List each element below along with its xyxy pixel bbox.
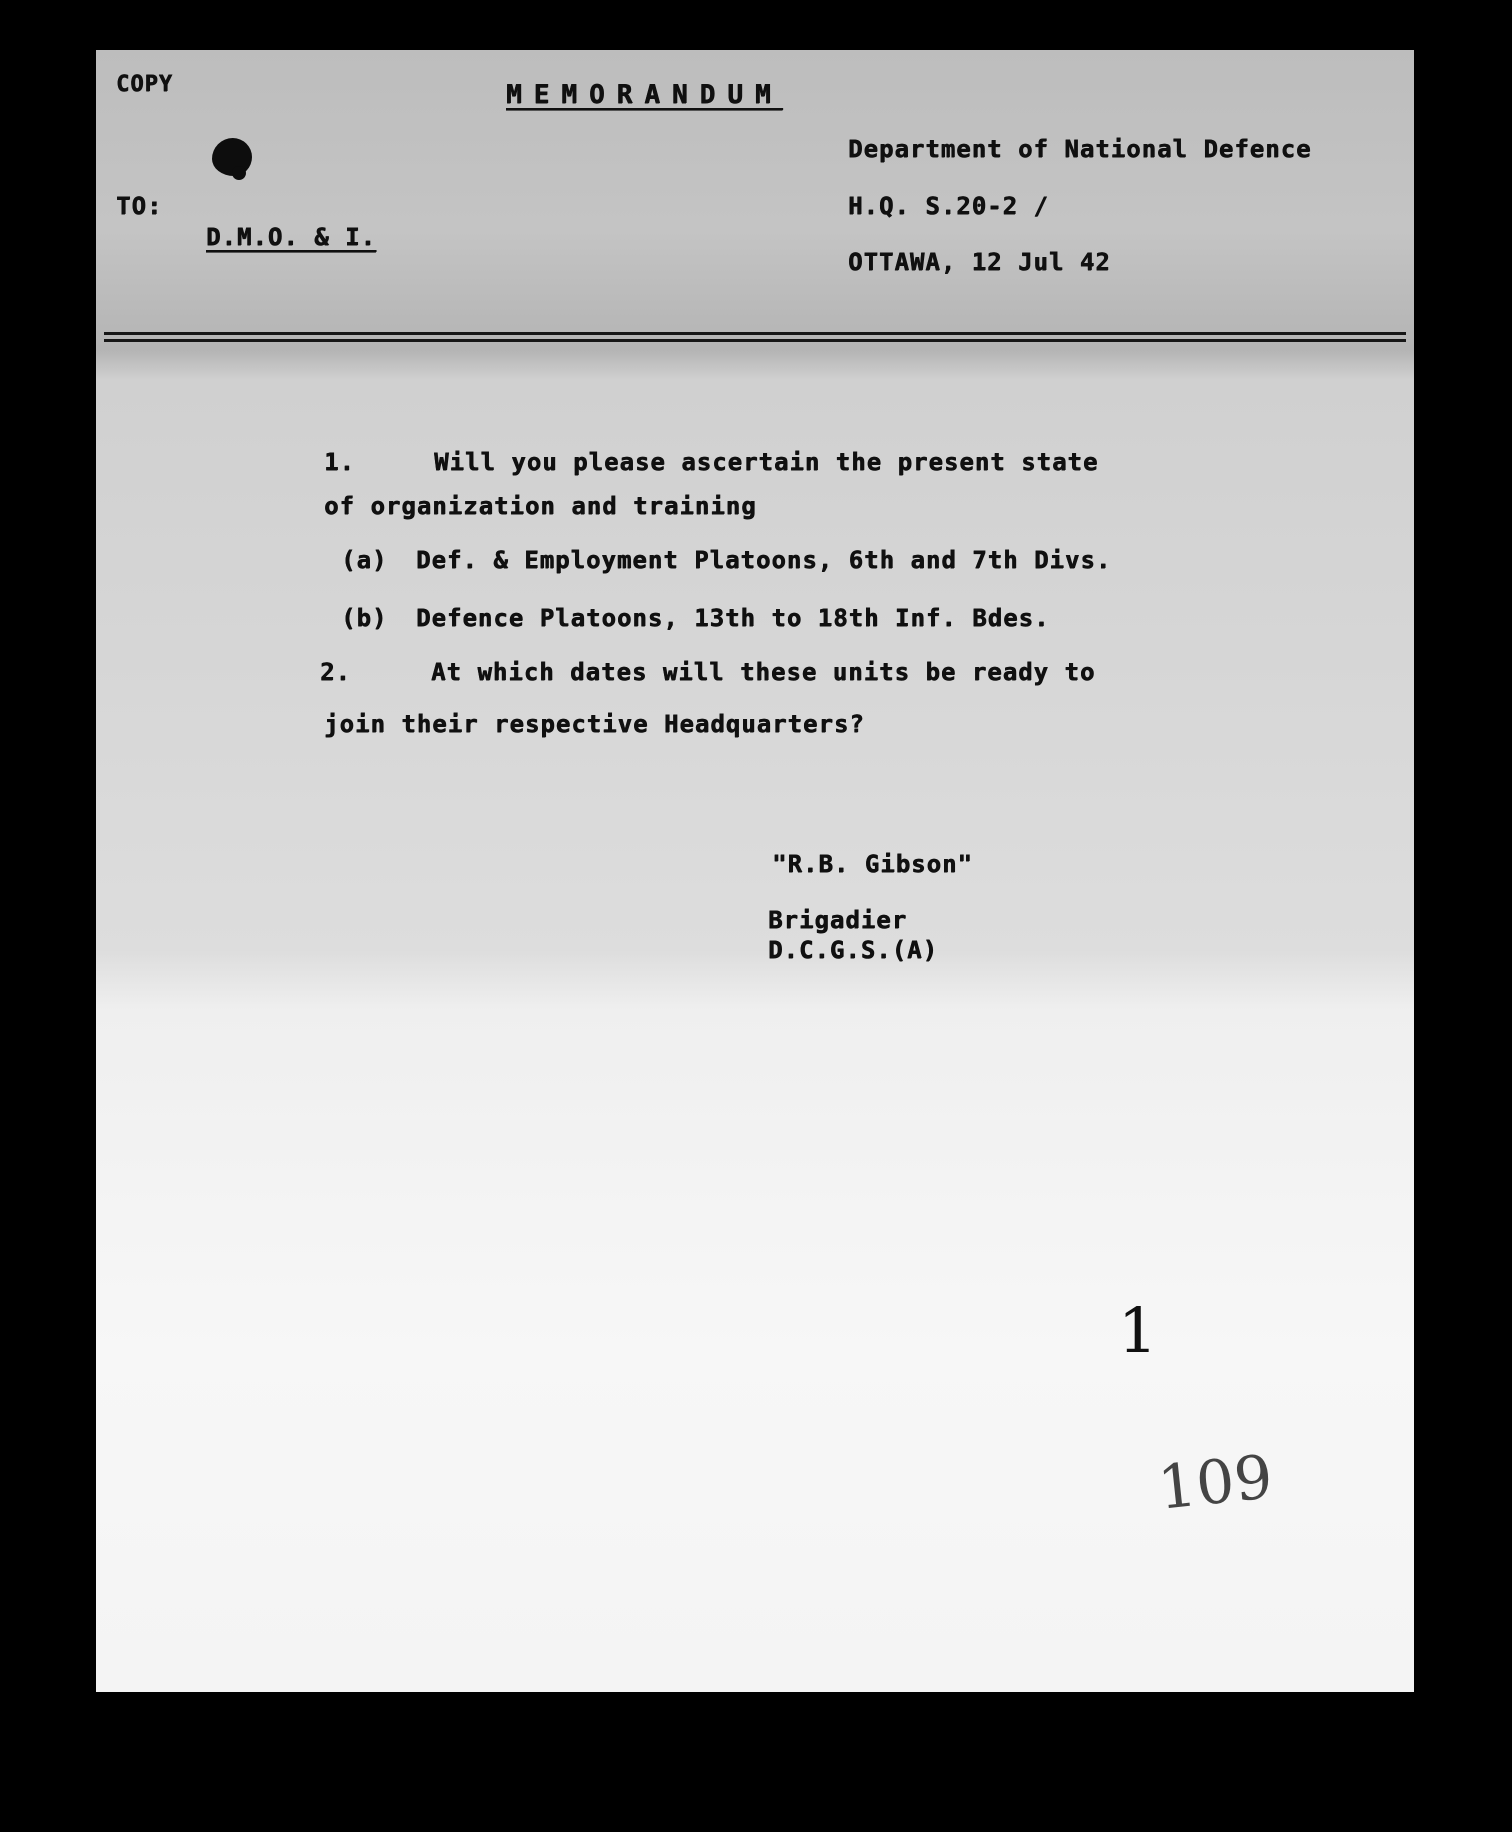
item-b-text: Defence Platoons, 13th to 18th Inf. Bdes. (416, 604, 1050, 632)
paragraph-1-line-1: Will you please ascertain the present state (434, 448, 1099, 476)
paragraph-2-line-2: join their respective Headquarters? (324, 710, 865, 738)
item-a-text: Def. & Employment Platoons, 6th and 7th Divs. (416, 546, 1112, 574)
signature-rank: Brigadier (768, 906, 908, 934)
header-rule-top (104, 332, 1406, 335)
memo-title: MEMORANDUM (506, 80, 783, 110)
handwritten-mark-1: 1 (1118, 1294, 1158, 1367)
to-label: TO: (116, 192, 163, 220)
item-a-label: (a) (341, 546, 388, 574)
paragraph-1-number: 1. (324, 448, 355, 476)
paragraph-2-number: 2. (320, 658, 351, 686)
signature-name: "R.B. Gibson" (772, 850, 973, 878)
signature-title: D.C.G.S.(A) (768, 936, 938, 964)
place-and-date: OTTAWA, 12 Jul 42 (848, 248, 1111, 276)
paragraph-2-line-1: At which dates will these units be ready to (431, 658, 1096, 686)
item-b-label: (b) (341, 604, 388, 632)
copy-mark: COPY (116, 72, 173, 97)
department-name: Department of National Defence (848, 135, 1312, 163)
handwritten-page-number: 109 (1154, 1442, 1276, 1524)
recipient: D.M.O. & I. (206, 223, 376, 251)
paragraph-1-line-2: of organization and training (324, 492, 757, 520)
ink-blot (212, 138, 252, 176)
file-reference: H.Q. S.20-2 / (848, 192, 1049, 220)
header-rule-bottom (104, 339, 1406, 342)
document-page (96, 50, 1414, 1692)
